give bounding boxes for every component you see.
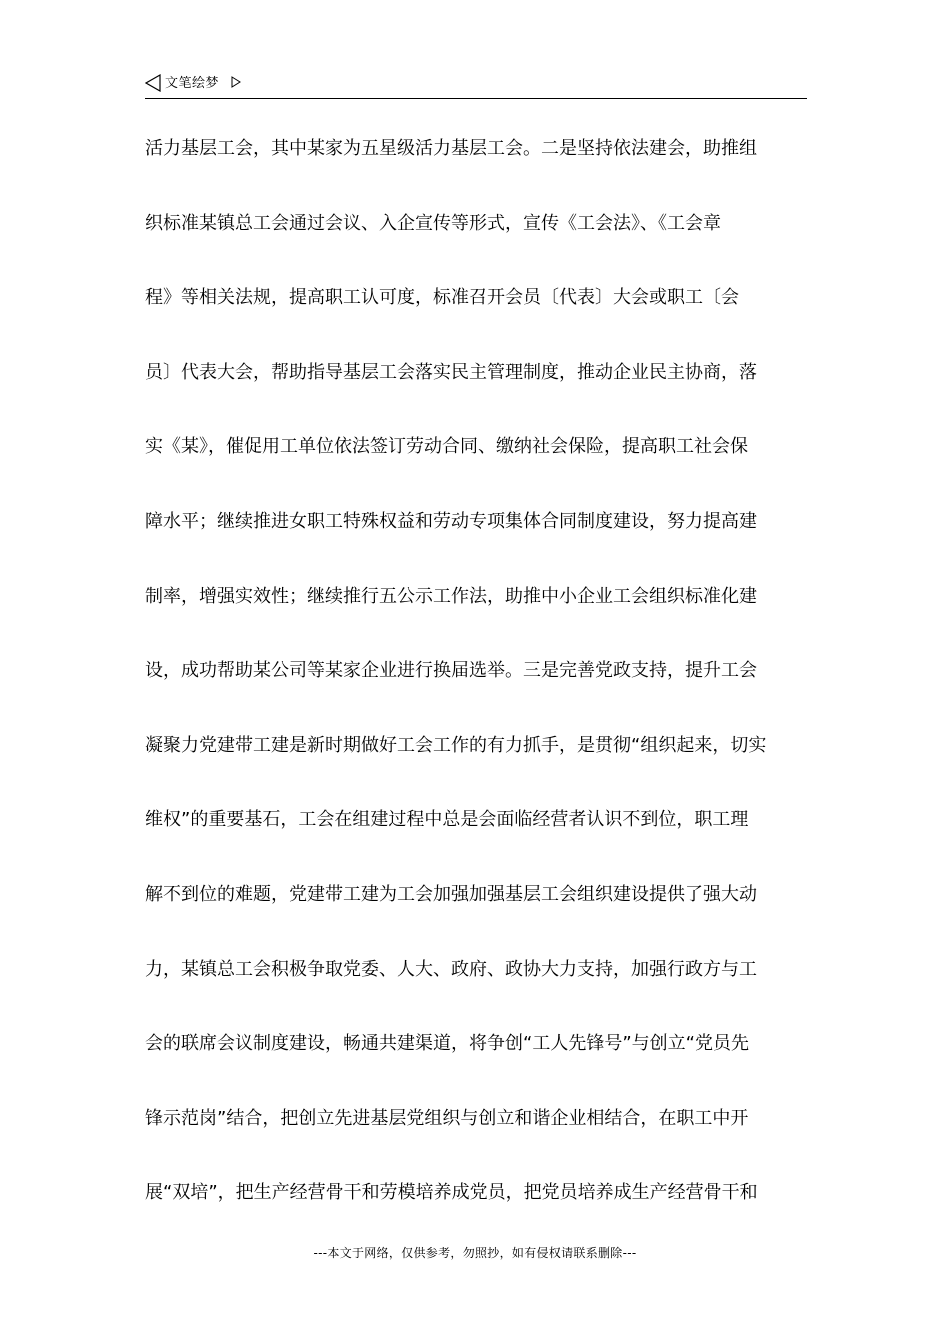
text-line: 维权”的重要基石，工会在组建过程中总是会面临经营者认识不到位，职工理 (145, 809, 749, 831)
document-body (145, 130, 810, 1249)
text-line: 力，某镇总工会积极争取党委、人大、政府、政协大力支持，加强行政方与工 (145, 958, 757, 980)
page-header (145, 72, 807, 99)
text-line: 织标准某镇总工会通过会议、入企宣传等形式，宣传《工会法》、《工会章 (145, 212, 721, 234)
text-line: 员〕代表大会，帮助指导基层工会落实民主管理制度，推动企业民主协商，落 (145, 361, 757, 383)
header-title: 文笔绘梦 (165, 76, 220, 91)
text-line: 解不到位的难题，党建带工建为工会加强加强基层工会组织建设提供了强大动 (145, 883, 757, 905)
triangle-left-icon (145, 74, 161, 92)
text-line: 会的联席会议制度建设，畅通共建渠道，将争创“工人先锋号”与创立“党员先 (145, 1033, 749, 1055)
text-line: 锋示范岗”结合，把创立先进基层党组织与创立和谐企业相结合，在职工中开 (145, 1107, 749, 1129)
text-line: 障水平；继续推进女职工特殊权益和劳动专项集体合同制度建设，努力提高建 (145, 510, 757, 532)
triangle-right-icon (231, 76, 241, 88)
text-line: 凝聚力党建带工建是新时期做好工会工作的有力抓手，是贯彻“组织起来，切实 (145, 734, 767, 756)
text-line: 活力基层工会，其中某家为五星级活力基层工会。二是坚持依法建会，助推组 (145, 138, 757, 159)
page-footer: ---本文于网络，仅供参考，勿照抄，如有侵权请联系删除--- (313, 1246, 637, 1260)
text-line: 制率，增强实效性；继续推行五公示工作法，助推中小企业工会组织标准化建 (145, 585, 757, 607)
text-line: 程》等相关法规，提高职工认可度，标准召开会员〔代表〕大会或职工〔会 (145, 287, 739, 309)
text-line: 设，成功帮助某公司等某家企业进行换届选举。三是完善党政支持，提升工会 (145, 660, 757, 682)
text-line: 展“双培”，把生产经营骨干和劳模培养成党员，把党员培养成生产经营骨干和 (145, 1182, 758, 1204)
text-line: 实《某》，催促用工单位依法签订劳动合同、缴纳社会保险，提高职工社会保 (145, 436, 748, 458)
